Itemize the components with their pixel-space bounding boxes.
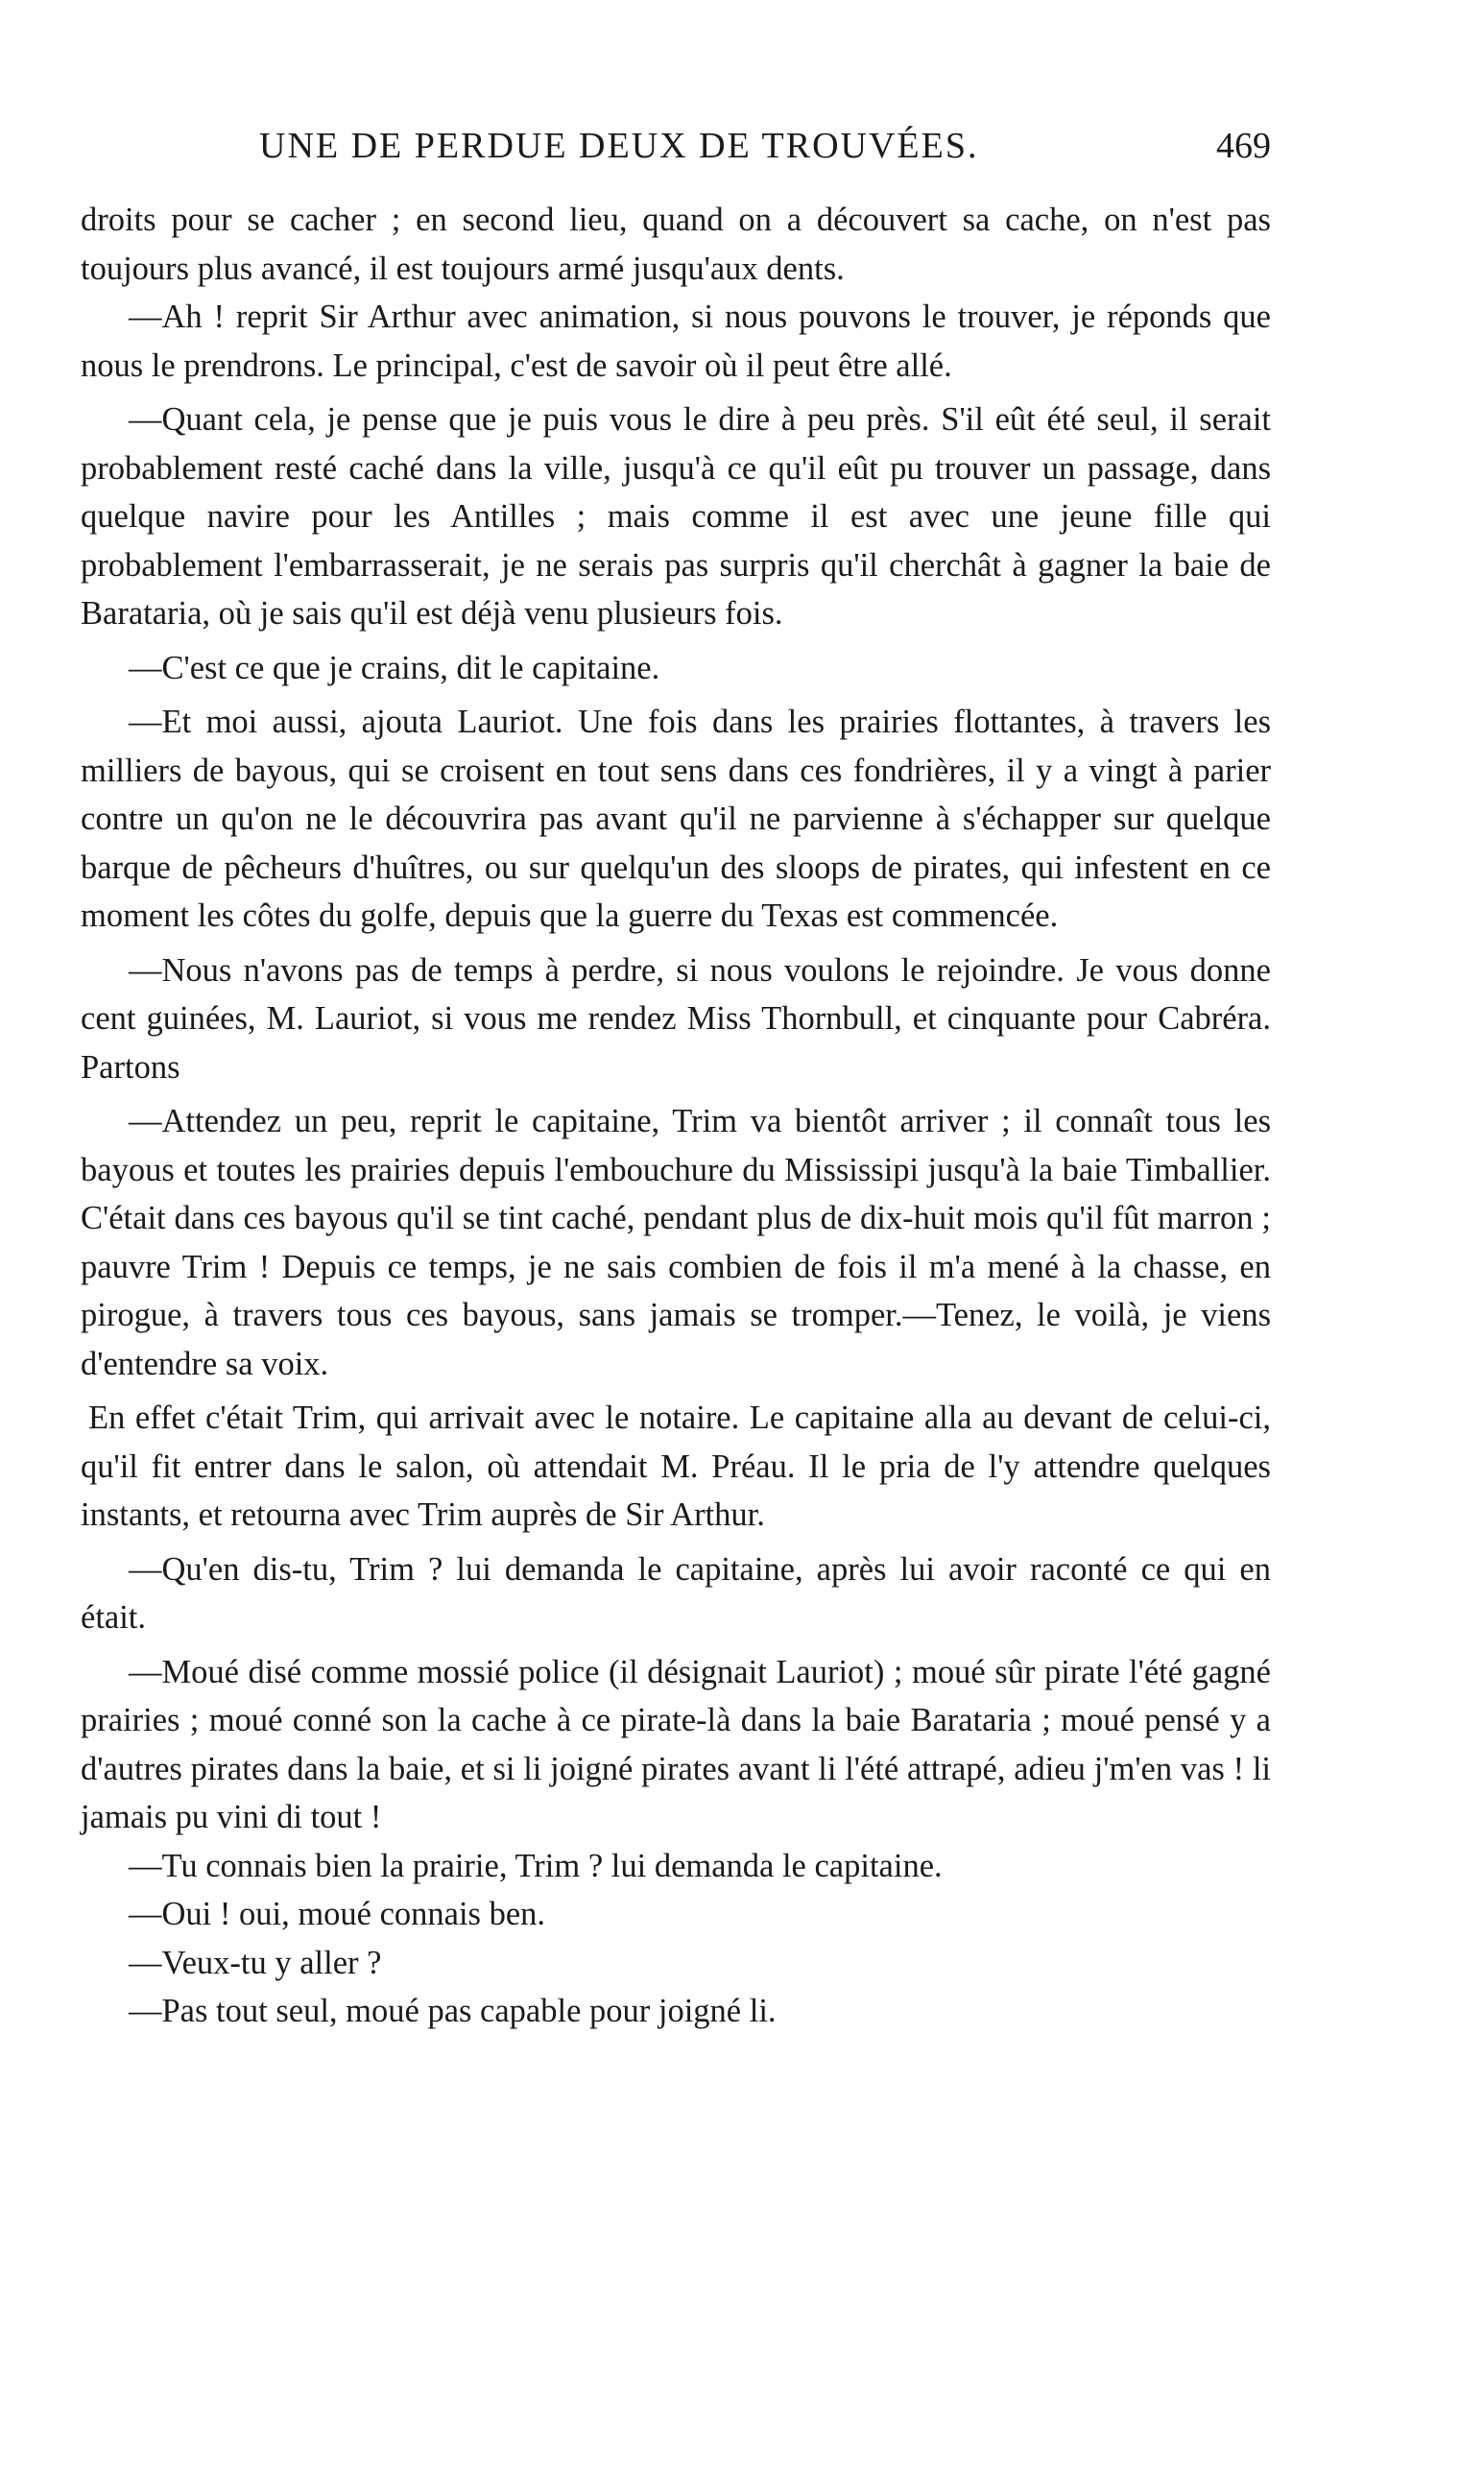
running-title: UNE DE PERDUE DEUX DE TROUVÉES.: [259, 126, 979, 166]
paragraph: —Attendez un peu, reprit le capitaine, Trim va bientôt arriver ; il connaît tous les bayous et toutes les prairies depuis l'embouchure du Mississipi jusqu'à la baie Timballier. C'était dans ces bayous qu'il se tint caché, pendant plus de dix-huit mois qu'il fût marron ; pauvre Trim ! Depuis ce temps, je ne sais combien de fois il m'a mené à la chasse, en pirogue, à travers tous ces bayous, sans jamais se tromper.—Tenez, le voilà, je viens d'entendre sa voix.: [81, 1103, 1271, 1382]
paragraph: En effet c'était Trim, qui arrivait avec le notaire. Le capitaine alla au devant de celui-ci, qu'il fit entrer dans le salon, où attendait M. Préau. Il le pria de l'y attendre quelques instants, et retourna avec Trim auprès de Sir Arthur.: [81, 1400, 1271, 1533]
paragraph: —Moué disé comme mossié police (il désignait Lauriot) ; moué sûr pirate l'été gagné prairies ; moué conné son la cache à ce pirate-là dans la baie Barataria ; moué pensé y a d'autres pirates dans la baie, et si li joigné pirates avant li l'été attrapé, adieu j'm'en vas ! li jamais pu vini di tout !: [81, 1653, 1271, 1835]
paragraph: —Veux-tu y aller ?: [129, 1944, 382, 1981]
paragraph: —Tu connais bien la prairie, Trim ? lui demanda le capitaine.: [129, 1847, 943, 1884]
paragraph: —Oui ! oui, moué connais ben.: [129, 1896, 546, 1932]
paragraph: —Ah ! reprit Sir Arthur avec animation, si nous pouvons le trouver, je réponds que nous le prendrons. Le principal, c'est de savoir où il peut être allé.: [81, 299, 1271, 384]
page-body: [81, 196, 1271, 2036]
paragraph: droits pour se cacher ; en second lieu, quand on a découvert sa cache, on n'est pas toujours plus avancé, il est toujours armé jusqu'aux dents.: [81, 202, 1271, 287]
paragraph: —Et moi aussi, ajouta Lauriot. Une fois dans les prairies flottantes, à travers les milliers de bayous, qui se croisent en tout sens dans ces fondrières, il y a vingt à parier contre un qu'on ne le découvrira pas avant qu'il ne parvienne à s'échapper sur quelque barque de pêcheurs d'huîtres, ou sur quelqu'un des sloops de pirates, qui infestent en ce moment les côtes du golfe, depuis que la guerre du Texas est commencée.: [81, 704, 1271, 934]
page-number: 469: [1216, 126, 1271, 166]
paragraph: —Nous n'avons pas de temps à perdre, si nous voulons le rejoindre. Je vous donne cent guinées, M. Lauriot, si vous me rendez Miss Thornbull, et cinquante pour Cabréra. Partons: [81, 951, 1271, 1086]
paragraph: —Qu'en dis-tu, Trim ? lui demanda le capitaine, après lui avoir raconté ce qui en était.: [81, 1550, 1271, 1636]
paragraph: —Quant cela, je pense que je puis vous le dire à peu près. S'il eût été seul, il serait probablement resté caché dans la ville, jusqu'à ce qu'il eût pu trouver un passage, dans quelque navire pour les Antilles ; mais comme il est avec une jeune fille qui probablement l'embarrasserait, je ne serais pas surpris qu'il cherchât à gagner la baie de Barataria, où je sais qu'il est déjà venu plusieurs fois.: [81, 401, 1271, 632]
page-header: [81, 123, 1271, 169]
paragraph: —Pas tout seul, moué pas capable pour joigné li.: [129, 1993, 777, 2029]
paragraph: —C'est ce que je crains, dit le capitaine.: [129, 649, 660, 686]
